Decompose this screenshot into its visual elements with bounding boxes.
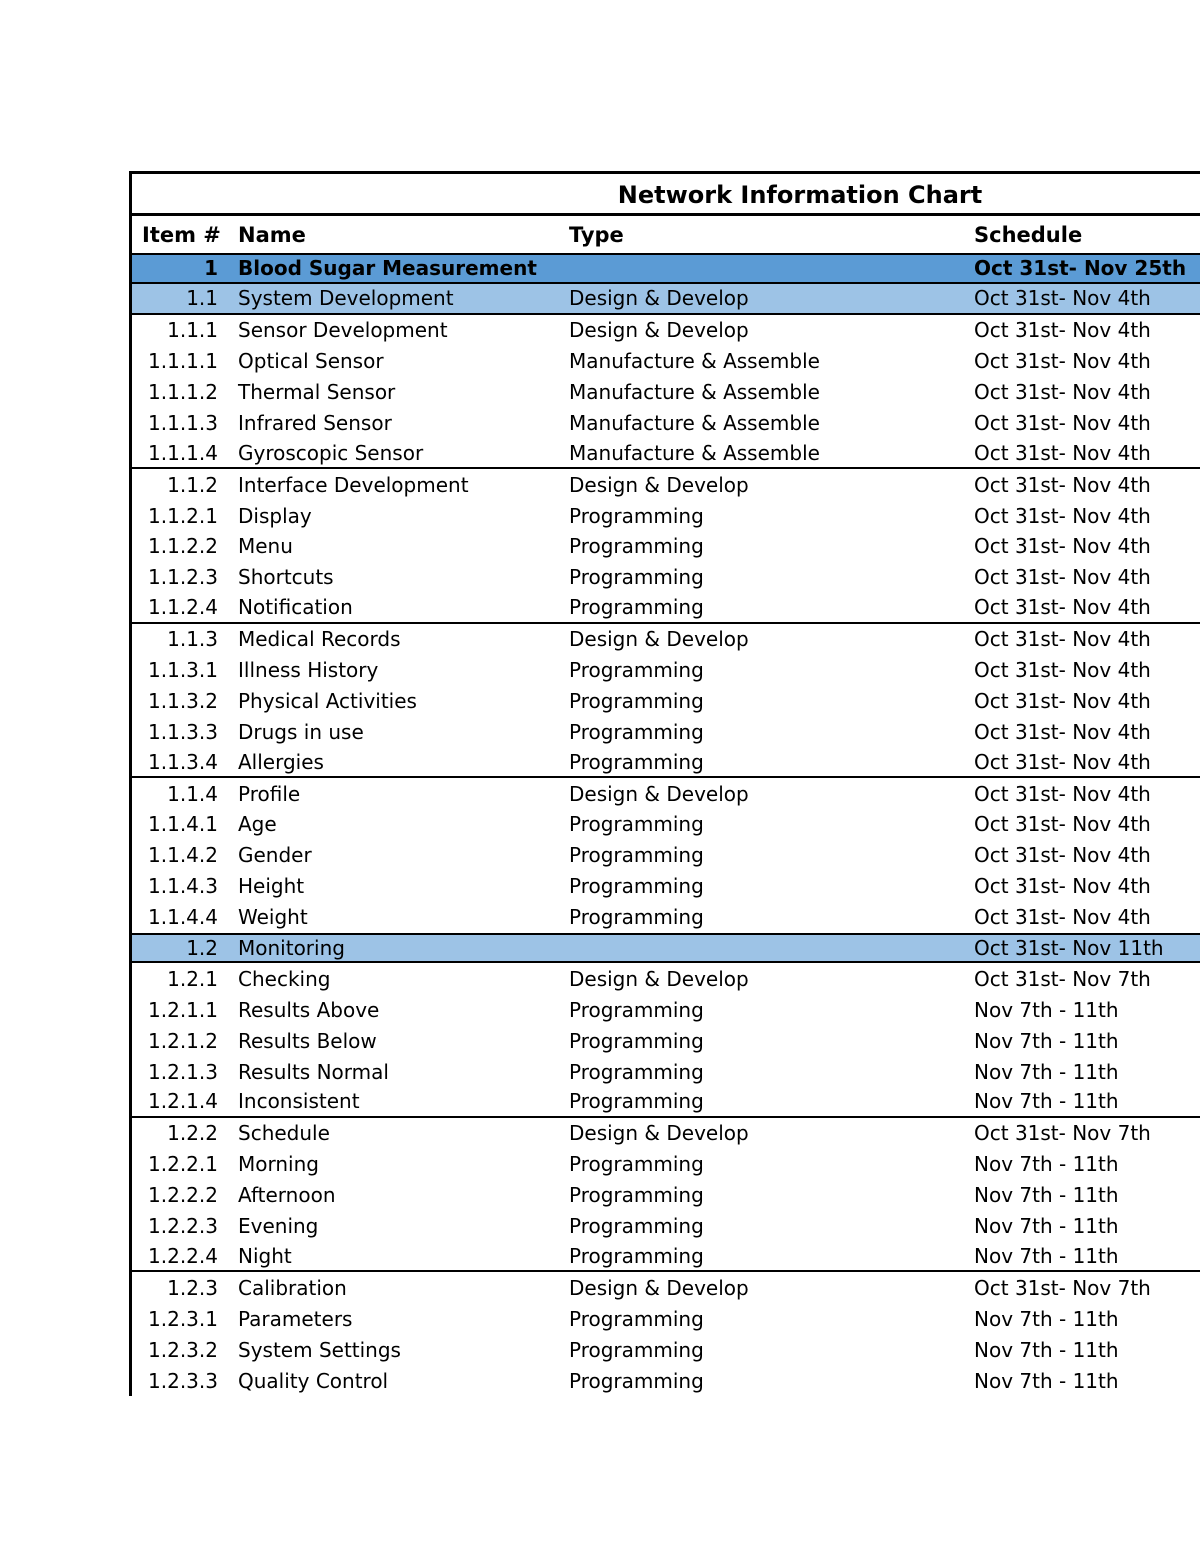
cell-name: Gyroscopic Sensor [238,440,424,465]
cell-schedule: Oct 31st- Nov 4th [974,534,1151,559]
cell-type: Manufacture & Assemble [569,410,820,435]
cell-name: Shortcuts [238,565,334,590]
cell-type: Design & Develop [569,472,749,497]
cell-name: Allergies [238,749,324,774]
cell-item-number: 1.1.2.2 [148,534,218,559]
cell-item-number: 1.2.1.1 [148,997,218,1022]
cell-item-number: 1.2.1 [167,966,218,991]
cell-type: Programming [569,812,704,837]
cell-type: Programming [569,595,704,620]
table-row [132,253,1200,284]
cell-schedule: Oct 31st- Nov 4th [974,843,1151,868]
cell-item-number: 1.1.2.4 [148,595,218,620]
cell-schedule: Oct 31st- Nov 4th [974,658,1151,683]
cell-type: Programming [569,1183,704,1208]
table-row [132,1149,1200,1180]
table-row [132,407,1200,438]
cell-schedule: Oct 31st- Nov 7th [974,1121,1151,1146]
cell-name: Gender [238,843,312,868]
cell-item-number: 1.1.3 [167,627,218,652]
table-row [132,1334,1200,1365]
cell-item-number: 1.1.1 [167,318,218,343]
cell-item-number: 1.2 [186,936,218,961]
cell-schedule: Nov 7th - 11th [974,1059,1119,1084]
cell-item-number: 1 [204,256,218,281]
cell-item-number: 1.1.3.3 [148,719,218,744]
network-information-chart [129,171,1200,1396]
table-row [132,315,1200,346]
cell-name: Evening [238,1214,319,1239]
table-row [132,1211,1200,1242]
cell-schedule: Nov 7th - 11th [974,1337,1119,1362]
cell-schedule: Nov 7th - 11th [974,1368,1119,1393]
cell-name: Thermal Sensor [238,380,396,404]
cell-item-number: 1.2.1.3 [148,1059,218,1084]
cell-item-number: 1.2.1.2 [148,1028,218,1053]
table-row [132,840,1200,871]
table-row [132,562,1200,593]
table-row [132,1272,1200,1303]
cell-type: Programming [569,1059,704,1084]
cell-name: Menu [238,534,293,559]
header-name: Name [238,222,306,247]
cell-schedule: Oct 31st- Nov 4th [974,286,1151,311]
cell-name: Display [238,503,312,528]
cell-name: Drugs in use [238,719,364,744]
table-row [132,1303,1200,1334]
cell-name: Blood Sugar Measurement [238,256,537,281]
cell-item-number: 1.2.2.4 [148,1243,218,1268]
cell-name: Results Above [238,997,380,1022]
table-row [132,1056,1200,1087]
cell-type: Programming [569,1368,704,1393]
cell-schedule: Oct 31st- Nov 4th [974,812,1151,837]
header-schedule: Schedule [974,222,1083,247]
cell-item-number: 1.1 [186,286,218,311]
cell-schedule: Nov 7th - 11th [974,1214,1119,1239]
cell-name: Height [238,874,305,899]
cell-item-number: 1.1.4.3 [148,874,218,899]
table-row [132,469,1200,500]
table-row [132,624,1200,655]
header-type: Type [569,222,624,247]
cell-schedule: Oct 31st- Nov 4th [974,905,1151,930]
cell-name: Night [238,1243,292,1268]
cell-schedule: Oct 31st- Nov 7th [974,966,1151,991]
table-row [132,933,1200,964]
table-row [132,1118,1200,1149]
cell-item-number: 1.2.2 [167,1121,218,1146]
cell-type: Programming [569,1028,704,1053]
cell-name: Results Below [238,1028,377,1053]
table-row [132,655,1200,686]
table-row [132,778,1200,809]
cell-schedule: Nov 7th - 11th [974,1028,1119,1053]
header-item-number: Item # [142,222,221,247]
cell-name: Sensor Development [238,318,448,343]
cell-type: Programming [569,534,704,559]
cell-item-number: 1.2.1.4 [148,1089,218,1114]
cell-name: Results Normal [238,1059,389,1084]
table-row [132,500,1200,531]
cell-name: Parameters [238,1306,353,1331]
cell-type: Programming [569,658,704,683]
cell-name: Monitoring [238,936,345,961]
table-row [132,284,1200,315]
cell-type: Design & Develop [569,1275,749,1300]
cell-schedule: Oct 31st- Nov 4th [974,595,1151,620]
cell-name: Schedule [238,1121,330,1146]
table-row [132,531,1200,562]
cell-schedule: Nov 7th - 11th [974,1089,1119,1114]
cell-schedule: Nov 7th - 11th [974,997,1119,1022]
table-row [132,1242,1200,1273]
cell-name: Afternoon [238,1183,336,1208]
cell-item-number: 1.1.3.2 [148,688,218,713]
table-row [132,685,1200,716]
cell-name: Optical Sensor [238,349,384,374]
table-row [132,809,1200,840]
cell-type: Design & Develop [569,1121,749,1146]
table-row [132,1180,1200,1211]
cell-name: Checking [238,966,331,991]
column-header-row [132,216,1200,253]
cell-type: Programming [569,997,704,1022]
table-row [132,593,1200,624]
cell-item-number: 1.2.2.2 [148,1183,218,1208]
table-row [132,716,1200,747]
cell-item-number: 1.1.1.2 [148,380,218,404]
cell-item-number: 1.2.3.3 [148,1368,218,1393]
cell-type: Programming [569,1243,704,1268]
cell-type: Design & Develop [569,318,749,343]
cell-name: Weight [238,905,308,930]
cell-name: Profile [238,781,301,806]
cell-item-number: 1.1.4 [167,781,218,806]
cell-name: Notification [238,595,353,620]
cell-schedule: Oct 31st- Nov 4th [974,380,1151,404]
cell-type: Programming [569,688,704,713]
cell-schedule: Oct 31st- Nov 4th [974,440,1151,465]
cell-name: Quality Control [238,1368,389,1393]
table-row [132,747,1200,778]
cell-type: Programming [569,719,704,744]
cell-item-number: 1.2.3 [167,1275,218,1300]
cell-type: Manufacture & Assemble [569,349,820,374]
cell-name: Medical Records [238,627,401,652]
cell-item-number: 1.1.2.3 [148,565,218,590]
cell-schedule: Oct 31st- Nov 4th [974,318,1151,343]
cell-type: Programming [569,1089,704,1114]
cell-type: Programming [569,1214,704,1239]
cell-type: Manufacture & Assemble [569,380,820,404]
cell-item-number: 1.1.1.4 [148,440,218,465]
cell-schedule: Nov 7th - 11th [974,1183,1119,1208]
cell-schedule: Nov 7th - 11th [974,1306,1119,1331]
cell-type: Design & Develop [569,781,749,806]
chart-title: Network Information Chart [617,181,983,209]
cell-type: Programming [569,565,704,590]
cell-type: Programming [569,503,704,528]
cell-item-number: 1.1.4.1 [148,812,218,837]
table-body [132,253,1200,1396]
cell-schedule: Oct 31st- Nov 4th [974,688,1151,713]
cell-schedule: Oct 31st- Nov 11th [974,936,1164,961]
cell-name: Morning [238,1152,319,1177]
cell-item-number: 1.1.2 [167,472,218,497]
cell-schedule: Oct 31st- Nov 4th [974,749,1151,774]
cell-schedule: Oct 31st- Nov 4th [974,874,1151,899]
cell-item-number: 1.1.1.1 [148,349,218,374]
cell-schedule: Oct 31st- Nov 4th [974,349,1151,374]
cell-item-number: 1.2.3.1 [148,1306,218,1331]
cell-item-number: 1.1.3.1 [148,658,218,683]
cell-name: Physical Activities [238,688,417,713]
table-row [132,1025,1200,1056]
cell-item-number: 1.2.3.2 [148,1337,218,1362]
table-row [132,902,1200,933]
cell-type: Programming [569,874,704,899]
cell-item-number: 1.1.4.4 [148,905,218,930]
cell-name: Inconsistent [238,1089,360,1114]
cell-schedule: Oct 31st- Nov 4th [974,781,1151,806]
cell-type: Programming [569,905,704,930]
cell-schedule: Oct 31st- Nov 4th [974,472,1151,497]
cell-type: Design & Develop [569,966,749,991]
cell-name: Infrared Sensor [238,410,392,435]
cell-name: System Settings [238,1337,401,1362]
table-row [132,438,1200,469]
cell-schedule: Oct 31st- Nov 4th [974,627,1151,652]
table-row [132,1087,1200,1118]
cell-item-number: 1.1.3.4 [148,749,218,774]
cell-name: System Development [238,286,454,311]
cell-item-number: 1.1.4.2 [148,843,218,868]
cell-item-number: 1.2.2.3 [148,1214,218,1239]
cell-type: Design & Develop [569,627,749,652]
cell-type: Programming [569,749,704,774]
cell-type: Programming [569,1337,704,1362]
table-row [132,871,1200,902]
table-row [132,994,1200,1025]
table-row [132,963,1200,994]
cell-item-number: 1.2.2.1 [148,1152,218,1177]
cell-schedule: Oct 31st- Nov 25th [974,256,1187,281]
cell-type: Programming [569,843,704,868]
cell-name: Calibration [238,1275,347,1300]
cell-name: Interface Development [238,472,469,497]
cell-name: Age [238,812,277,837]
cell-schedule: Nov 7th - 11th [974,1243,1119,1268]
cell-schedule: Nov 7th - 11th [974,1152,1119,1177]
cell-name: Illness History [238,658,379,683]
cell-type: Programming [569,1152,704,1177]
cell-item-number: 1.1.2.1 [148,503,218,528]
cell-type: Manufacture & Assemble [569,440,820,465]
cell-schedule: Oct 31st- Nov 7th [974,1275,1151,1300]
cell-type: Design & Develop [569,286,749,311]
cell-schedule: Oct 31st- Nov 4th [974,503,1151,528]
table-row [132,1365,1200,1396]
cell-schedule: Oct 31st- Nov 4th [974,719,1151,744]
table-row [132,377,1200,408]
cell-schedule: Oct 31st- Nov 4th [974,410,1151,435]
cell-schedule: Oct 31st- Nov 4th [974,565,1151,590]
cell-item-number: 1.1.1.3 [148,410,218,435]
chart-title-row [132,174,1200,216]
table-row [132,346,1200,377]
cell-type: Programming [569,1306,704,1331]
